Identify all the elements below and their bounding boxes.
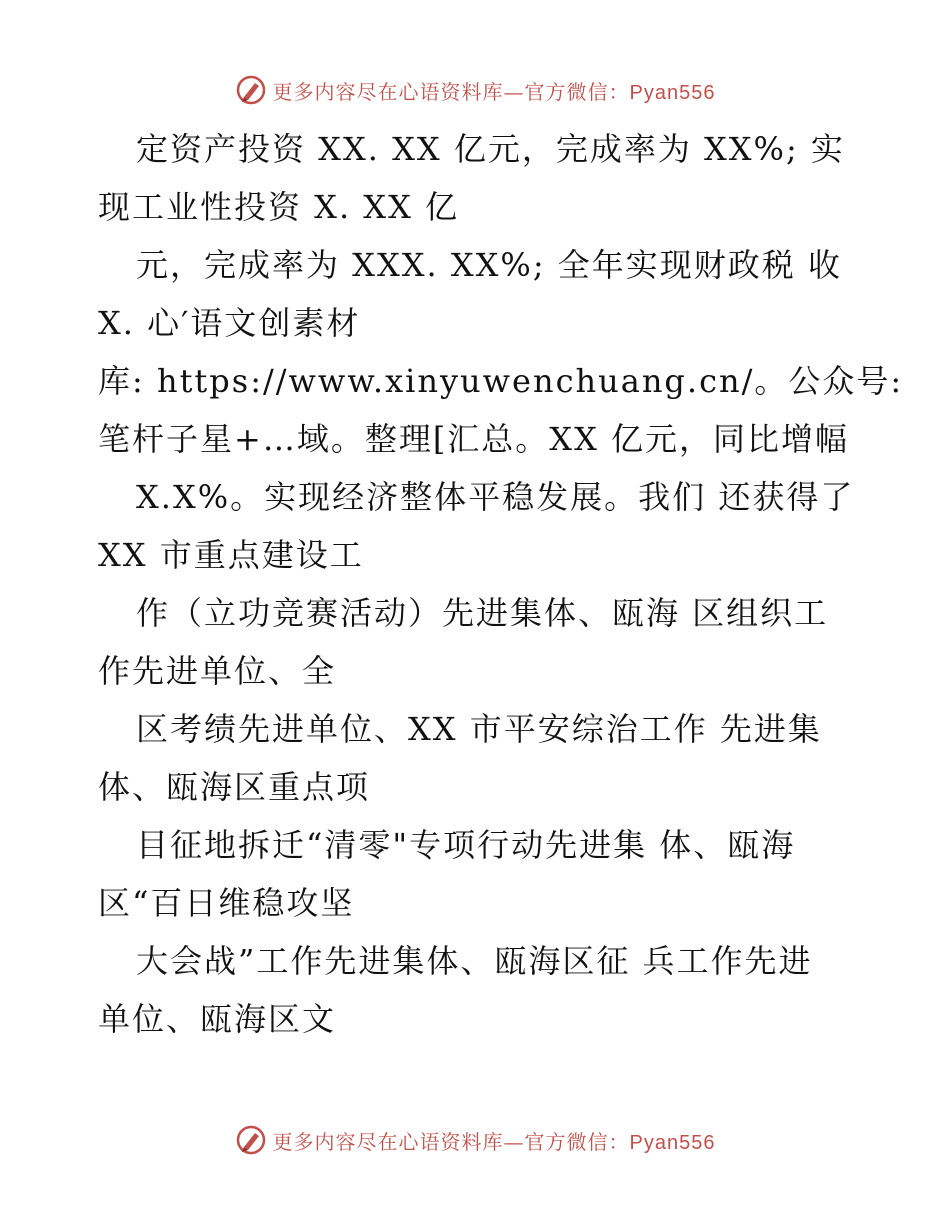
text-line: 库: https://www.xinyuwenchuang.cn/。公众号: [98, 362, 904, 400]
pen-logo-icon [235, 74, 267, 106]
text-line: 单位、瓯海区文 [98, 1000, 337, 1038]
text-line: 现工业性投资 X. XX 亿 [98, 188, 460, 226]
document-body [98, 120, 904, 1048]
text-line: X. 心′语文创素材 [98, 304, 361, 342]
text-line: 区“百日维稳攻坚 [98, 884, 355, 922]
text-line: 区考绩先进单位、XX 市平安综治工作 先进集 [136, 710, 822, 748]
text-line: 目征地拆迁“清零"专项行动先进集 体、瓯海 [136, 826, 796, 864]
pen-logo-icon [235, 1124, 267, 1156]
footer-banner [0, 1120, 950, 1160]
footer-banner-text: 更多内容尽在心语资料库—官方微信：Pyan556 [272, 1129, 716, 1154]
header-banner [0, 70, 950, 110]
footer-wechat-id: Pyan556 [629, 1131, 716, 1154]
text-line: 笔杆子星+…域。整理[汇总。XX 亿元，同比增幅 [98, 420, 850, 458]
header-banner-text: 更多内容尽在心语资料库—官方微信：Pyan556 [272, 79, 716, 104]
text-line: 元，完成率为 XXX. XX%; 全年实现财政税 收 [136, 246, 842, 284]
text-line: X.X%。实现经济整体平稳发展。我们 还获得了 [136, 478, 855, 516]
text-line: XX 市重点建设工 [98, 536, 364, 574]
text-line: 作先进单位、全 [98, 652, 337, 690]
text-line: 大会战”工作先进集体、瓯海区征 兵工作先进 [136, 942, 813, 980]
text-line: 作（立功竞赛活动）先进集体、瓯海 区组织工 [136, 594, 829, 632]
header-wechat-id: Pyan556 [629, 81, 716, 104]
text-line: 定资产投资 XX. XX 亿元，完成率为 XX%; 实 [136, 130, 845, 168]
text-line: 体、瓯海区重点项 [98, 768, 371, 806]
